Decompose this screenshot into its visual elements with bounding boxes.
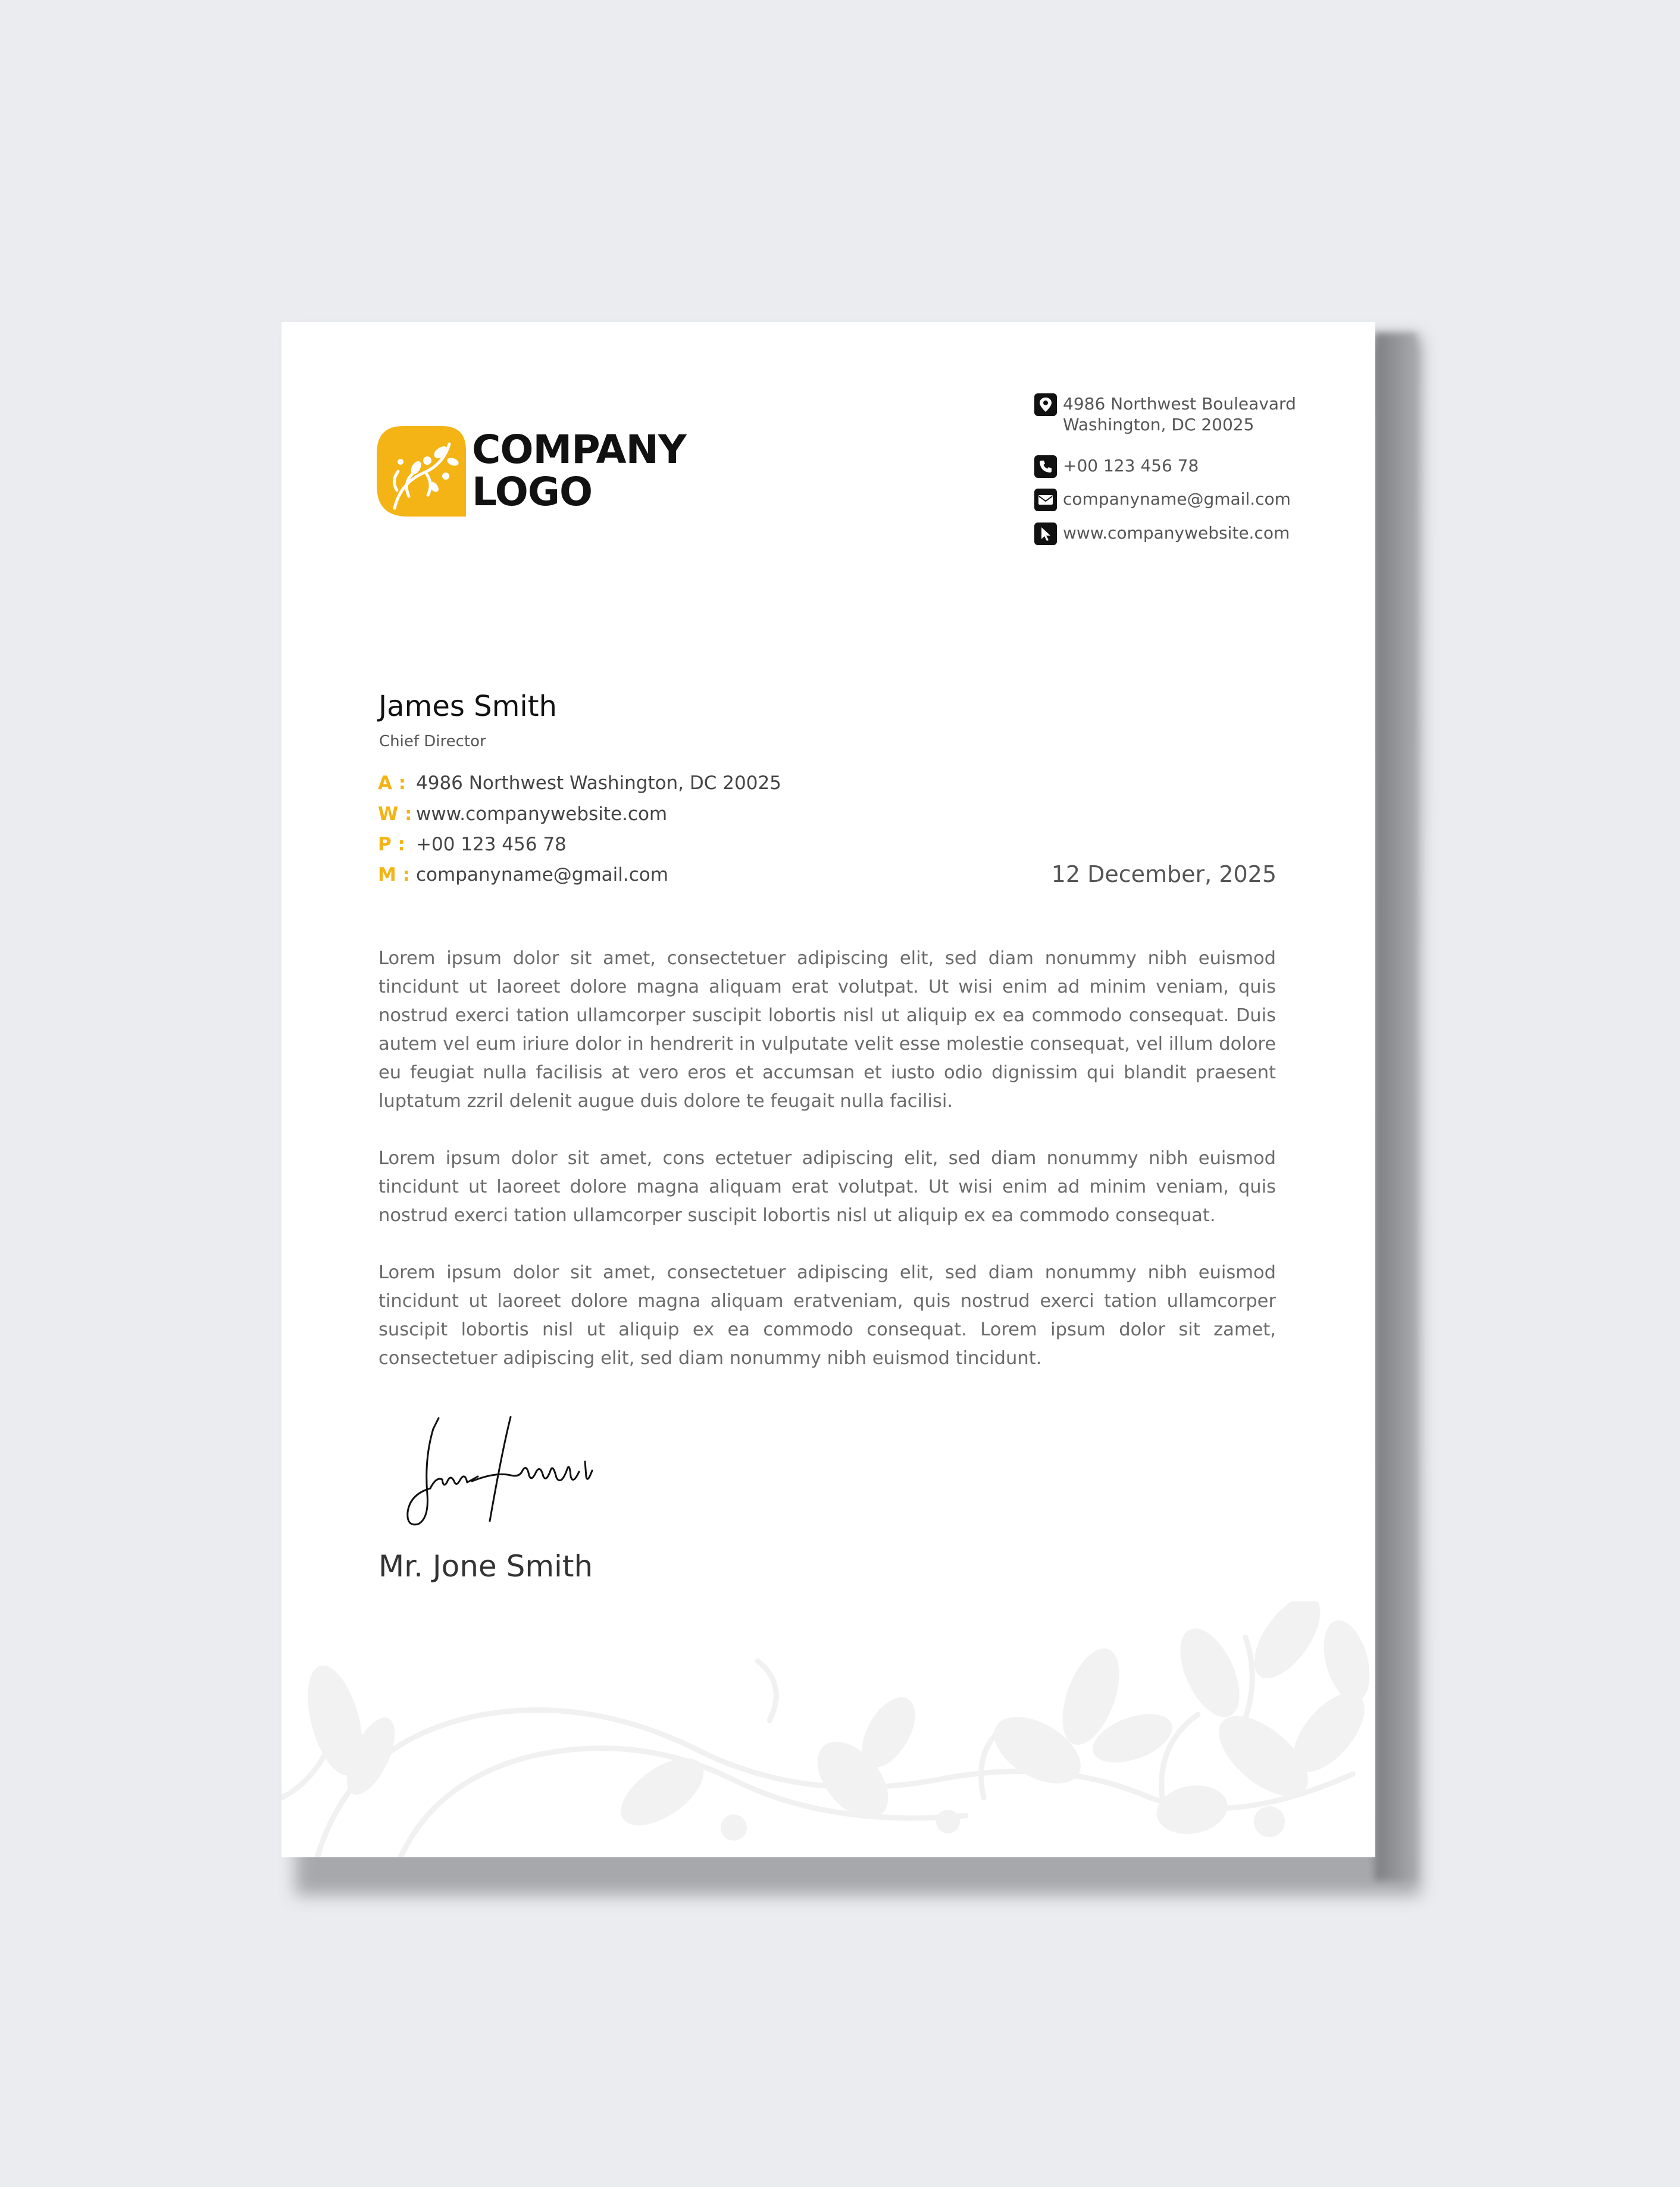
recipient-address	[378, 772, 781, 794]
contact-email	[1034, 489, 1291, 511]
envelope-icon	[1034, 489, 1057, 511]
floral-footer-decoration	[281, 1601, 1375, 1857]
recipient-website	[378, 803, 667, 825]
field-key-address: A :	[378, 772, 406, 794]
phone-icon	[1034, 455, 1057, 478]
field-key-phone: P :	[378, 834, 405, 855]
contact-website	[1034, 522, 1290, 545]
contact-phone-text: +00 123 456 78	[1063, 456, 1199, 475]
field-value-phone: +00 123 456 78	[416, 834, 567, 855]
logo-line-2: LOGO	[472, 469, 593, 515]
floral-logo-icon	[377, 426, 466, 517]
field-value-website: www.companywebsite.com	[416, 803, 668, 825]
contact-address-line-2: Washington, DC 20025	[1063, 415, 1254, 434]
recipient-title: Chief Director	[379, 733, 486, 750]
signature	[401, 1405, 615, 1536]
letterhead-page	[281, 322, 1375, 1857]
body-paragraph-1: Lorem ipsum dolor sit amet, consectetuer adipiscing elit, sed diam nonummy nibh euismod tincidunt ut laoreet dolore magna aliquam erat volutpat. Ut wisi enim ad minim veniam, quis nostrud exerci tation ullamcorper suscipit lobortis nisl ut aliquip ex ea commodo consequat. Duis autem vel eum iriure dolor in hendrerit in vulputate velit esse molestie consequat, vel illum dolore eu feugiat nulla facilisis at vero eros et accumsan et iusto odio dignissim qui blandit praesent luptatum zzril delenit augue duis dolore te feugait nulla facilisi.	[378, 948, 1276, 1112]
contact-email-text[interactable]: companyname@gmail.com	[1063, 489, 1291, 509]
letter-date: 12 December, 2025	[1051, 861, 1277, 887]
body-paragraph-2: Lorem ipsum dolor sit amet, cons ectetuer adipiscing elit, sed diam nonummy nibh euismod tincidunt ut laoreet dolore magna aliquam erat volutpat. Ut wisi enim ad minim veniam, quis nostrud exerci tation ullamcorper suscipit lobortis nisl ut aliquip ex ea commodo consequat.	[378, 1148, 1276, 1226]
recipient-email	[378, 864, 668, 886]
contact-address	[1034, 393, 1296, 435]
field-key-website: W :	[378, 803, 412, 825]
body-paragraph-3: Lorem ipsum dolor sit amet, consectetuer adipiscing elit, sed diam nonummy nibh euismod tincidunt ut laoreet dolore magna aliquam eratveniam, quis nostrud exerci tation ullamcorper suscipit lobortis nisl ut aliquip ex ea commodo consequat. Lorem ipsum dolor sit zamet, consectetuer adipiscing elit, sed diam nonummy nibh euismod tincidunt.	[378, 1262, 1276, 1369]
recipient-name: James Smith	[378, 690, 557, 723]
contact-website-text[interactable]: www.companywebsite.com	[1063, 523, 1290, 543]
field-key-email: M :	[378, 864, 411, 886]
contact-address-line-1: 4986 Northwest Bouleavard	[1063, 394, 1296, 414]
location-pin-icon	[1034, 393, 1057, 416]
signer-name: Mr. Jone Smith	[378, 1549, 593, 1584]
cursor-icon	[1034, 522, 1057, 545]
field-value-address: 4986 Northwest Washington, DC 20025	[416, 772, 781, 794]
contact-phone	[1034, 455, 1199, 478]
recipient-phone	[378, 834, 567, 855]
logo-line-1: COMPANY	[472, 427, 686, 473]
page-shadow-edge	[1375, 333, 1416, 1881]
field-value-email: companyname@gmail.com	[416, 864, 668, 886]
